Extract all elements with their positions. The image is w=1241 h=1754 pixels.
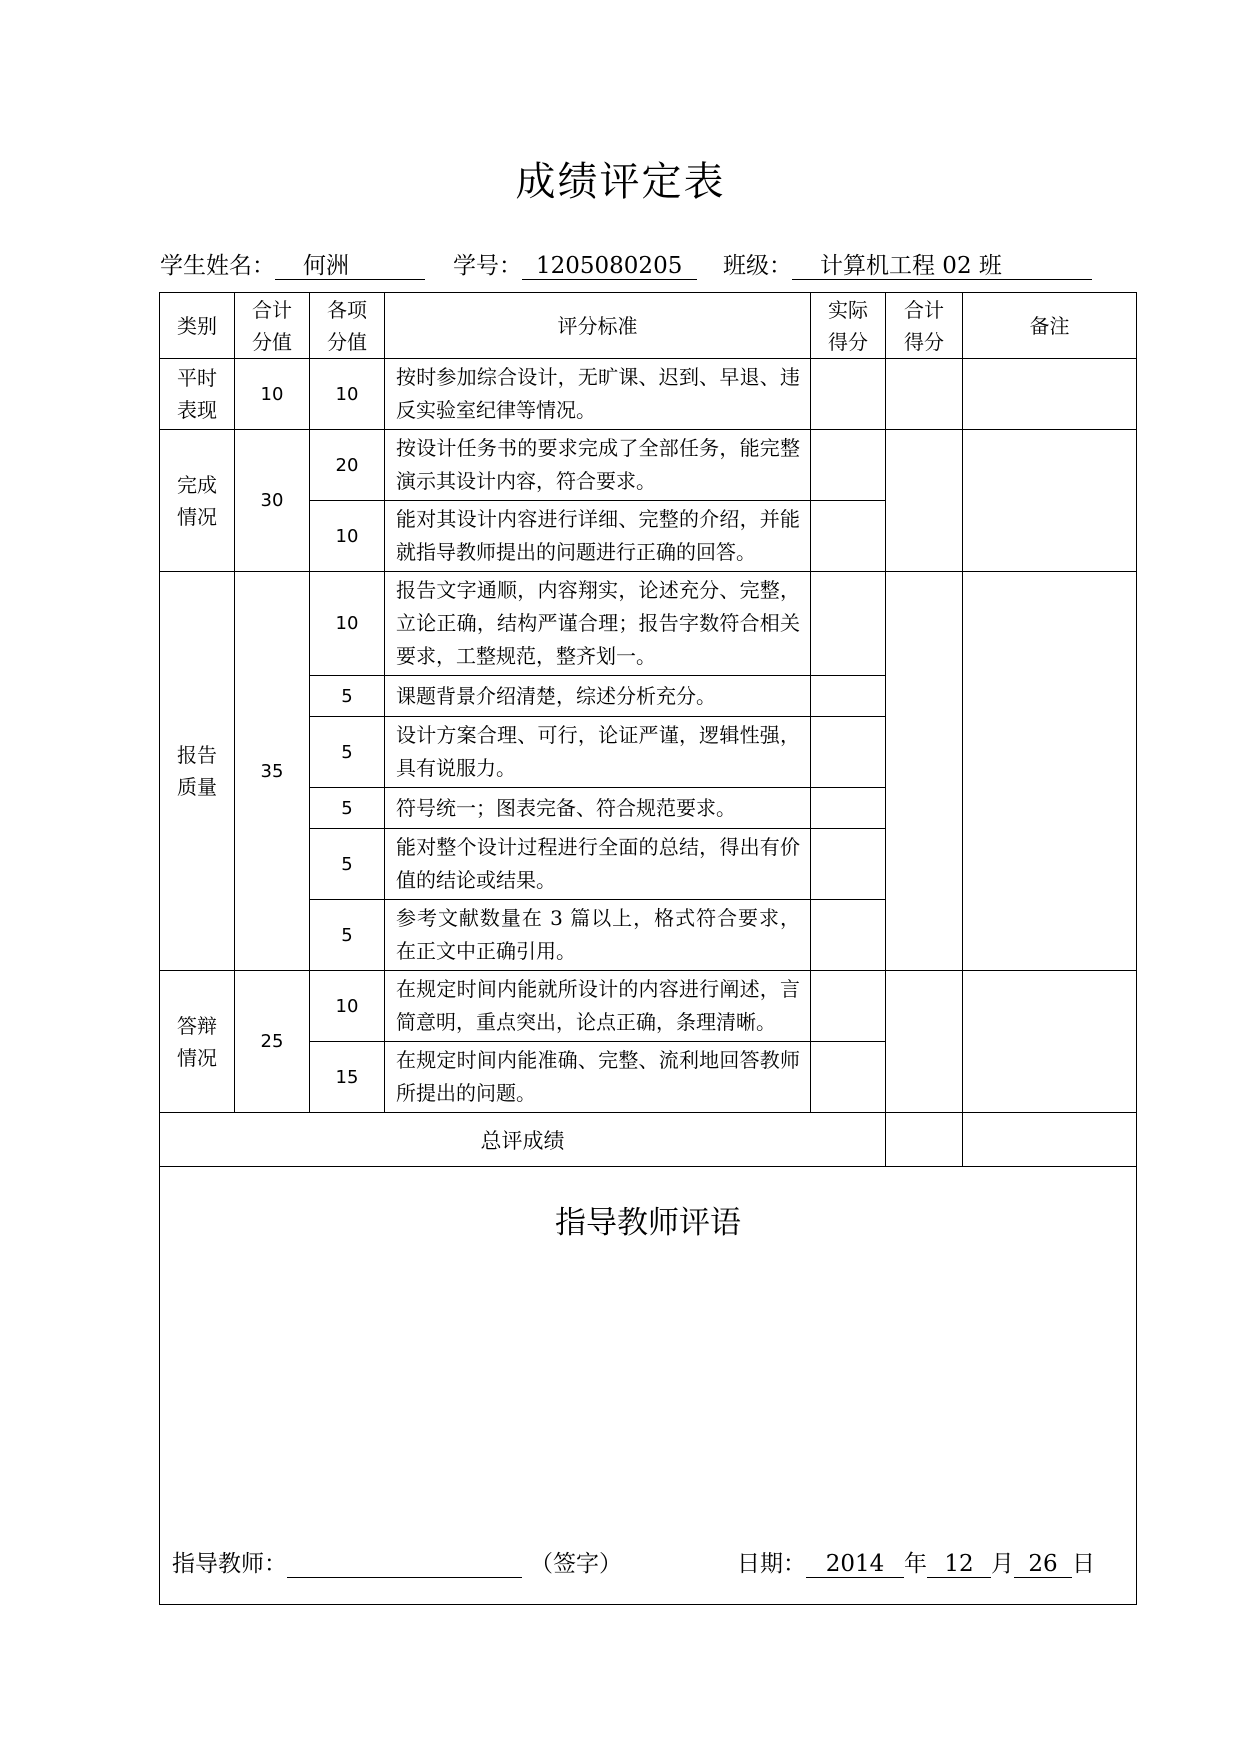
header-criteria: 评分标准 [385,293,811,359]
remarks-cell[interactable] [963,430,1137,572]
date-day-unit: 日 [1072,1551,1095,1577]
header-actual-score: 实际 得分 [811,293,886,359]
criteria-cell: 在规定时间内能准确、完整、流利地回答教师所提出的问题。 [385,1042,811,1113]
item-value-cell: 10 [310,572,385,676]
table-row [160,359,1137,430]
actual-score-cell[interactable] [811,829,886,900]
actual-score-cell[interactable] [811,430,886,501]
table-header-row [160,293,1137,359]
item-value-cell: 5 [310,900,385,971]
total-value-cell: 25 [235,971,310,1113]
date-day: 26 [1014,1551,1072,1578]
table-row [160,572,1137,676]
criteria-cell: 报告文字通顺，内容翔实，论述充分、完整，立论正确，结构严谨合理；报告字数符合相关要求，工整规范，整齐划一。 [385,572,811,676]
header-total-value: 合计 分值 [235,293,310,359]
teacher-label: 指导教师： [172,1551,287,1577]
grade-table [159,292,1137,1605]
student-id-label: 学号： [453,253,522,279]
header-item-value: 各项 分值 [310,293,385,359]
date-month: 12 [927,1551,991,1578]
student-name-field [275,253,425,280]
overall-score-cell[interactable] [886,1113,963,1167]
class-value: 计算机工程 02 班 [820,253,1002,279]
date-label: 日期： [737,1551,806,1577]
date-year-unit: 年 [904,1551,927,1577]
sign-note: （签字） [530,1551,622,1577]
actual-score-cell[interactable] [811,359,886,430]
header-remarks: 备注 [963,293,1137,359]
category-cell: 报告 质量 [160,572,235,971]
overall-score-label: 总评成绩 [160,1113,886,1167]
comments-row [160,1167,1137,1605]
actual-score-cell[interactable] [811,717,886,788]
form-title: 成绩评定表 [515,159,726,205]
overall-remarks-cell[interactable] [963,1113,1137,1167]
remarks-cell[interactable] [963,572,1137,971]
item-value-cell: 10 [310,501,385,572]
student-info-row [160,247,1092,280]
total-value-cell: 10 [235,359,310,430]
student-id-field [522,253,697,280]
criteria-cell: 能对其设计内容进行详细、完整的介绍，并能就指导教师提出的问题进行正确的回答。 [385,501,811,572]
class-label: 班级： [723,253,792,279]
table-row [160,971,1137,1042]
actual-score-cell[interactable] [811,501,886,572]
comments-title: 指导教师评语 [555,1205,741,1241]
sum-score-cell[interactable] [886,359,963,430]
item-value-cell: 5 [310,788,385,829]
actual-score-cell[interactable] [811,676,886,717]
total-value-cell: 30 [235,430,310,572]
actual-score-cell[interactable] [811,1042,886,1113]
teacher-signature-field[interactable] [287,1551,522,1578]
criteria-cell: 能对整个设计过程进行全面的总结，得出有价值的结论或结果。 [385,829,811,900]
remarks-cell[interactable] [963,971,1137,1113]
criteria-cell: 符号统一；图表完备、符合规范要求。 [385,788,811,829]
sum-score-cell[interactable] [886,572,963,971]
overall-score-row [160,1113,1137,1167]
comments-cell[interactable] [160,1167,1137,1605]
item-value-cell: 5 [310,717,385,788]
student-id-value: 1205080205 [536,253,683,279]
sum-score-cell[interactable] [886,971,963,1113]
criteria-cell: 参考文献数量在 3 篇以上，格式符合要求，在正文中正确引用。 [385,900,811,971]
remarks-cell[interactable] [963,359,1137,430]
criteria-cell: 课题背景介绍清楚，综述分析充分。 [385,676,811,717]
signature-row [172,1545,1132,1578]
total-value-cell: 35 [235,572,310,971]
criteria-cell: 按设计任务书的要求完成了全部任务，能完整演示其设计内容，符合要求。 [385,430,811,501]
table-row [160,430,1137,501]
item-value-cell: 5 [310,676,385,717]
criteria-cell: 按时参加综合设计，无旷课、迟到、早退、违反实验室纪律等情况。 [385,359,811,430]
date-month-unit: 月 [991,1551,1014,1577]
actual-score-cell[interactable] [811,788,886,829]
actual-score-cell[interactable] [811,900,886,971]
class-field [792,253,1092,280]
item-value-cell: 10 [310,971,385,1042]
category-cell: 平时 表现 [160,359,235,430]
student-name-value: 何洲 [303,253,349,279]
item-value-cell: 20 [310,430,385,501]
header-sum-score: 合计 得分 [886,293,963,359]
actual-score-cell[interactable] [811,971,886,1042]
date-year: 2014 [806,1551,904,1578]
student-name-label: 学生姓名： [160,253,275,279]
item-value-cell: 5 [310,829,385,900]
header-category: 类别 [160,293,235,359]
item-value-cell: 15 [310,1042,385,1113]
criteria-cell: 设计方案合理、可行，论证严谨，逻辑性强，具有说服力。 [385,717,811,788]
criteria-cell: 在规定时间内能就所设计的内容进行阐述，言简意明，重点突出，论点正确，条理清晰。 [385,971,811,1042]
item-value-cell: 10 [310,359,385,430]
sum-score-cell[interactable] [886,430,963,572]
actual-score-cell[interactable] [811,572,886,676]
category-cell: 答辩 情况 [160,971,235,1113]
category-cell: 完成 情况 [160,430,235,572]
